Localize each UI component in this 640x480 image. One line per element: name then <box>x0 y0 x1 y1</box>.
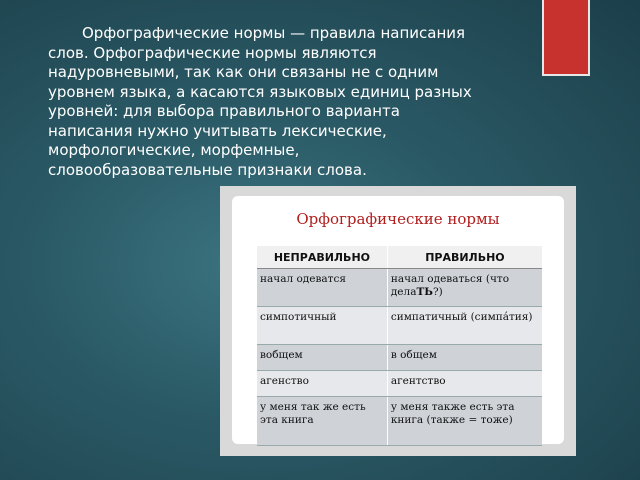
norms-table <box>257 246 542 446</box>
right-cell-emphasis: ТЬ <box>416 286 433 298</box>
right-cell <box>387 269 542 307</box>
header-right: ПРАВИЛЬНО <box>387 246 542 269</box>
table-row <box>257 397 542 446</box>
right-cell: у меня также есть эта книга (также = тоже) <box>387 397 542 446</box>
body-paragraph: Орфографические нормы — правила написания слов. Орфографические нормы являются надуровневыми, так как они связаны не с одним уровнем языка, а касаются языковых единиц разных уровней: для выбора правильного варианта написания нужно учитывать лексические, морфологические, морфемные, словообразовательные признаки слова. <box>48 24 472 179</box>
table-row <box>257 345 542 371</box>
wrong-cell: начал одеватся <box>257 269 387 307</box>
table-row <box>257 269 542 307</box>
wrong-cell: агенство <box>257 371 387 397</box>
image-title: Орфографические нормы <box>296 210 500 228</box>
table-row <box>257 307 542 345</box>
right-cell: агентство <box>387 371 542 397</box>
wrong-cell: вобщем <box>257 345 387 371</box>
right-cell-text-end: ?) <box>432 286 443 298</box>
table-row <box>257 371 542 397</box>
image-card <box>232 196 564 444</box>
right-cell: симпатичный (симпа́тия) <box>387 307 542 345</box>
right-cell: в общем <box>387 345 542 371</box>
table-header-row <box>257 246 542 269</box>
wrong-cell: симпотичный <box>257 307 387 345</box>
wrong-cell: у меня так же есть эта книга <box>257 397 387 446</box>
norms-table-image <box>220 186 576 456</box>
accent-bar <box>542 0 590 76</box>
right-cell-text: начал одеваться (что дела <box>390 273 510 298</box>
header-wrong: НЕПРАВИЛЬНО <box>257 246 387 269</box>
